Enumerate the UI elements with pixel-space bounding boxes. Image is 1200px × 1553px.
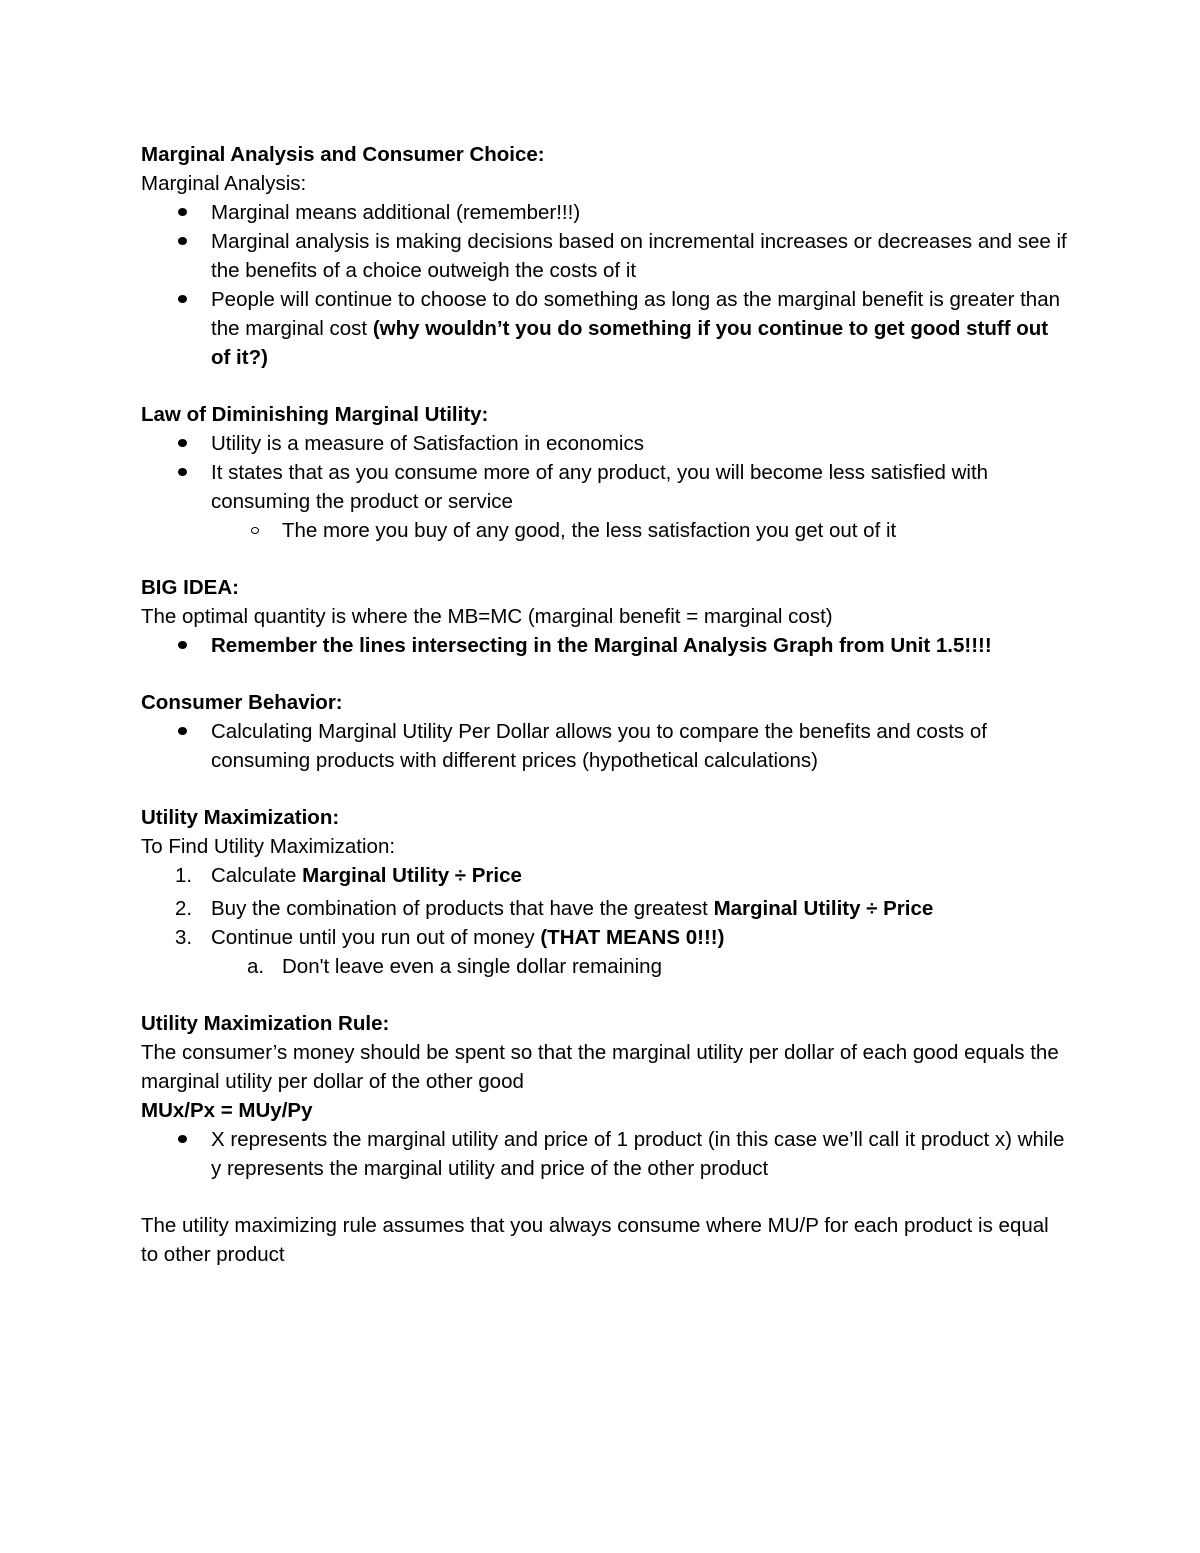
section-heading-consumer-behavior: Consumer Behavior: bbox=[141, 691, 343, 714]
list-item: Utility is a measure of Satisfaction in economics bbox=[141, 429, 1071, 458]
numbered-item: 2. Buy the combination of products that have the greatest Marginal Utility ÷ Price bbox=[175, 897, 934, 920]
list-item: Calculating Marginal Utility Per Dollar allows you to compare the benefits and costs of consuming products with different prices (hypothetical calculations) bbox=[141, 717, 1071, 775]
bullet-list-marginal bbox=[141, 198, 1071, 372]
bullet-icon bbox=[178, 641, 187, 649]
section-heading-big-idea: BIG IDEA: bbox=[141, 576, 239, 599]
bullet-list-rule bbox=[141, 1125, 1071, 1183]
numbered-item: 3. Continue until you run out of money (THAT MEANS 0!!!) bbox=[175, 926, 725, 949]
list-item: People will continue to choose to do something as long as the marginal benefit is greater than the marginal cost (why wouldn’t you do something if you continue to get good stuff out of it?) bbox=[141, 285, 1071, 372]
rule-formula: MUx/Px = MUy/Py bbox=[141, 1099, 313, 1122]
bullet-icon bbox=[178, 208, 187, 216]
document-content bbox=[141, 140, 1071, 1269]
section-heading-marginal-analysis: Marginal Analysis and Consumer Choice: bbox=[141, 143, 545, 166]
list-item: Marginal analysis is making decisions based on incremental increases or decreases and see if the benefits of a choice outweigh the costs of it bbox=[141, 227, 1071, 285]
subheading-marginal-analysis: Marginal Analysis: bbox=[141, 172, 307, 195]
numbered-item: 1. Calculate Marginal Utility ÷ Price bbox=[175, 864, 522, 887]
list-item: X represents the marginal utility and price of 1 product (in this case we’ll call it product x) while y represents the marginal utility and price of the other product bbox=[141, 1125, 1071, 1183]
subheading-find-utility-maximization: To Find Utility Maximization: bbox=[141, 835, 396, 858]
rule-text: The consumer’s money should be spent so that the marginal utility per dollar of each good equals the marginal utility per dollar of the other good bbox=[141, 1041, 1059, 1093]
bullet-list-diminishing bbox=[141, 429, 1071, 545]
big-idea-text: The optimal quantity is where the MB=MC (marginal benefit = marginal cost) bbox=[141, 605, 833, 628]
list-item: Marginal means additional (remember!!!) bbox=[141, 198, 1071, 227]
list-item: Remember the lines intersecting in the Marginal Analysis Graph from Unit 1.5!!!! bbox=[141, 631, 1071, 660]
bullet-list-consumer bbox=[141, 717, 1071, 775]
bullet-icon bbox=[178, 1135, 187, 1143]
bullet-icon bbox=[178, 727, 187, 735]
sub-list-item: The more you buy of any good, the less satisfaction you get out of it bbox=[141, 516, 1071, 545]
section-heading-diminishing-utility: Law of Diminishing Marginal Utility: bbox=[141, 403, 489, 426]
bullet-icon bbox=[178, 237, 187, 245]
bullet-icon bbox=[178, 295, 187, 303]
section-heading-utility-maximization-rule: Utility Maximization Rule: bbox=[141, 1012, 390, 1035]
section-heading-utility-maximization: Utility Maximization: bbox=[141, 806, 340, 829]
hollow-bullet-icon bbox=[251, 527, 259, 534]
numbered-list-utility-max bbox=[141, 861, 1071, 981]
bullet-icon bbox=[178, 468, 187, 476]
bullet-icon bbox=[178, 439, 187, 447]
list-item: It states that as you consume more of any product, you will become less satisfied with consuming the product or service bbox=[141, 458, 1071, 516]
closing-paragraph: The utility maximizing rule assumes that you always consume where MU/P for each product is equal to other product bbox=[141, 1214, 1049, 1266]
bullet-list-big-idea bbox=[141, 631, 1071, 660]
sub-numbered-item: a. Don't leave even a single dollar remaining bbox=[247, 955, 662, 978]
